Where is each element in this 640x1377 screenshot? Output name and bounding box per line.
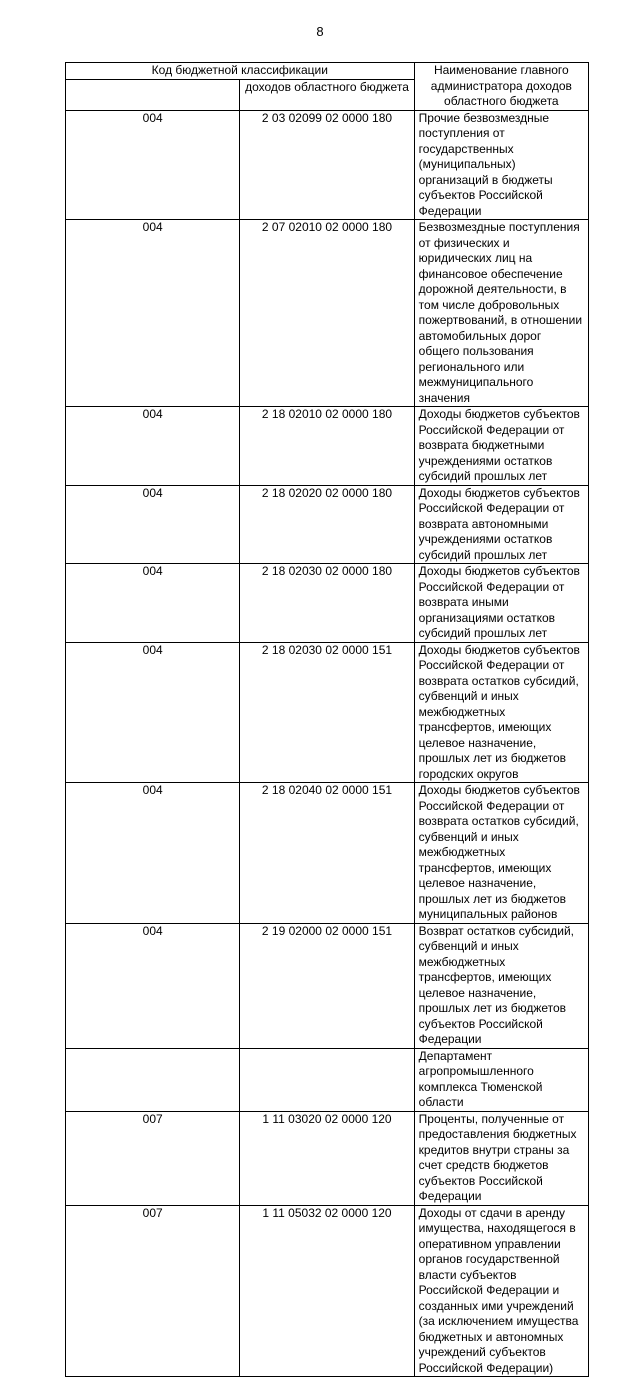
revenue-name-cell: Проценты, полученные от предоставления бюджетных кредитов внутри страны за счет средств бюджетов субъектов Российской Федерации [414, 1111, 588, 1205]
department-name-cell: Департамент агропромышленного комплекса Тюменской области [414, 1048, 588, 1111]
budget-classification-table [65, 62, 589, 1377]
header-classification-code: Код бюджетной классификации [66, 63, 415, 80]
admin-code-cell: 007 [66, 1111, 240, 1205]
table-row [66, 1205, 589, 1377]
revenue-name-cell: Доходы бюджетов субъектов Российской Федерации от возврата остатков субсидий, субвенций и иных межбюджетных трансфертов, имеющих целевое назначение, прошлых лет из бюджетов муниципальных районов [414, 783, 588, 924]
revenue-name-cell: Доходы бюджетов субъектов Российской Федерации от возврата иными организациями остатков субсидий прошлых лет [414, 564, 588, 643]
admin-code-cell: 004 [66, 564, 240, 643]
revenue-code-cell: 2 07 02010 02 0000 180 [240, 220, 414, 407]
admin-code-cell: 007 [66, 1205, 240, 1377]
admin-code-cell: 004 [66, 220, 240, 407]
revenue-code-cell [240, 1048, 414, 1111]
revenue-name-cell: Возврат остатков субсидий, субвенций и иных межбюджетных трансфертов, имеющих целевое назначение, прошлых лет из бюджетов субъектов Российской Федерации [414, 923, 588, 1048]
revenue-name-cell: Доходы бюджетов субъектов Российской Федерации от возврата автономными учреждениями остатков субсидий прошлых лет [414, 485, 588, 564]
header-administrator-name: Наименование главного администратора доходов областного бюджета [414, 63, 588, 111]
revenue-code-cell: 1 11 05032 02 0000 120 [240, 1205, 414, 1377]
admin-code-cell: 004 [66, 783, 240, 924]
admin-code-cell: 004 [66, 923, 240, 1048]
table-row [66, 407, 589, 486]
revenue-name-cell: Прочие безвозмездные поступления от государственных (муниципальных) организаций в бюджеты субъектов Российской Федерации [414, 110, 588, 220]
revenue-code-cell: 2 18 02040 02 0000 151 [240, 783, 414, 924]
revenue-name-cell: Доходы бюджетов субъектов Российской Федерации от возврата бюджетными учреждениями остатков субсидий прошлых лет [414, 407, 588, 486]
revenue-code-cell: 2 18 02010 02 0000 180 [240, 407, 414, 486]
table-row [66, 110, 589, 220]
revenue-code-cell: 2 18 02030 02 0000 151 [240, 642, 414, 783]
table-row [66, 923, 589, 1048]
table-header-row [66, 63, 589, 80]
table-row [66, 642, 589, 783]
admin-code-cell: 004 [66, 110, 240, 220]
table-row [66, 485, 589, 564]
admin-code-cell [66, 1048, 240, 1111]
revenue-name-cell: Доходы бюджетов субъектов Российской Федерации от возврата остатков субсидий, субвенций и иных межбюджетных трансфертов, имеющих целевое назначение, прошлых лет из бюджетов городских округов [414, 642, 588, 783]
revenue-code-cell: 2 03 02099 02 0000 180 [240, 110, 414, 220]
table-row [66, 564, 589, 643]
revenue-code-cell: 1 11 03020 02 0000 120 [240, 1111, 414, 1205]
revenue-code-cell: 2 19 02000 02 0000 151 [240, 923, 414, 1048]
header-regional-revenue: доходов областного бюджета [240, 79, 414, 110]
revenue-code-cell: 2 18 02030 02 0000 180 [240, 564, 414, 643]
department-row [66, 1048, 589, 1111]
revenue-code-cell: 2 18 02020 02 0000 180 [240, 485, 414, 564]
table-row [66, 783, 589, 924]
page-number: 8 [316, 24, 324, 39]
table-row [66, 220, 589, 407]
admin-code-cell: 004 [66, 485, 240, 564]
revenue-name-cell: Доходы от сдачи в аренду имущества, находящегося в оперативном управлении органов государственной власти субъектов Российской Федерации и созданных ими учреждений (за исключением имущества бюджетных и автономных учреждений субъектов Российской Федерации) [414, 1205, 588, 1377]
admin-code-cell: 004 [66, 642, 240, 783]
table-row [66, 1111, 589, 1205]
header-empty-cell [66, 79, 240, 110]
admin-code-cell: 004 [66, 407, 240, 486]
revenue-name-cell: Безвозмездные поступления от физических и юридических лиц на финансовое обеспечение дорожной деятельности, в том числе добровольных пожертвований, в отношении автомобильных дорог общего пользования регионального или межмуниципального значения [414, 220, 588, 407]
